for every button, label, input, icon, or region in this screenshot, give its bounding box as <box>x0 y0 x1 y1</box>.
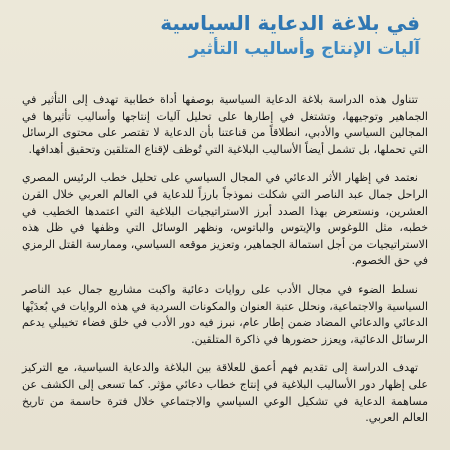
paragraph-3: نسلط الضوء في مجال الأدب على روايات دعائية واكبت مشاريع جمال عبد الناصر السياسية والاجتماعية، ونحلل عتبة العنوان والمكونات السردية في هذه الروايات في بُعدَيْها الدعائي والدعائي المضاد ضمن إطار عام، نبرز فيه دور الأدب في خلق فضاء تخييلي يدعم الرسائل الدعائية، ويعزز حضورها في ذاكرة المتلقين. <box>22 282 428 346</box>
paragraph-2: نعتمد في إظهار الأثر الدعائي في المجال السياسي على تحليل خطب الرئيس المصري الراحل جمال عبد الناصر التي شكلت نموذجاً بارزاً للدعاية في العالم العربي خلال القرن العشرين، ونستعرض بهذا الصدد أبرز الاستراتيجيات البلاغية التي اعتمدها الخطيب في خطبه، مثل اللوغوس والإيتوس والباتوس، ونظهر الوسائل التي وظفها في ظل هذه الاستراتيجيات من أجل استمالة الجماهير، وتعزيز موقعه السياسي، وممارسة القتل الرمزي في حق الخصوم. <box>22 171 428 268</box>
book-subtitle: آليات الإنتاج وأساليب التأثير <box>188 39 420 59</box>
paragraph-4: تهدف الدراسة إلى تقديم فهم أعمق للعلاقة بين البلاغة والدعاية السياسية، مع التركيز على إظهار دور الأساليب البلاغية في إنتاج خطاب دعائي مؤثر. كما تسعى إلى الكشف عن مساهمة الدعاية في تشكيل الوعي السياسي والاجتماعي خلال فترة حاسمة من تاريخ العالم العربي. <box>22 361 428 425</box>
blurb-text <box>22 92 428 439</box>
paragraph-1: تتناول هذه الدراسة بلاغة الدعاية السياسية بوصفها أداة خطابية تهدف إلى التأثير في الجماهير وتوجيهها، وتشتغل في إطارها على تحليل آليات إنتاجها وأساليب تأثيرها في المجالين السياسي والأدبي، انطلاقاً من قناعتنا بأن الدعاية لا تقتصر على محتوى الرسائل التي تحملها، بل تشمل أيضاً الأساليب البلاغية التي تُوظف لإقناع المتلقين وتحقيق أهدافها. <box>22 93 428 156</box>
book-title: في بلاغة الدعاية السياسية <box>160 11 420 35</box>
header <box>20 10 420 61</box>
